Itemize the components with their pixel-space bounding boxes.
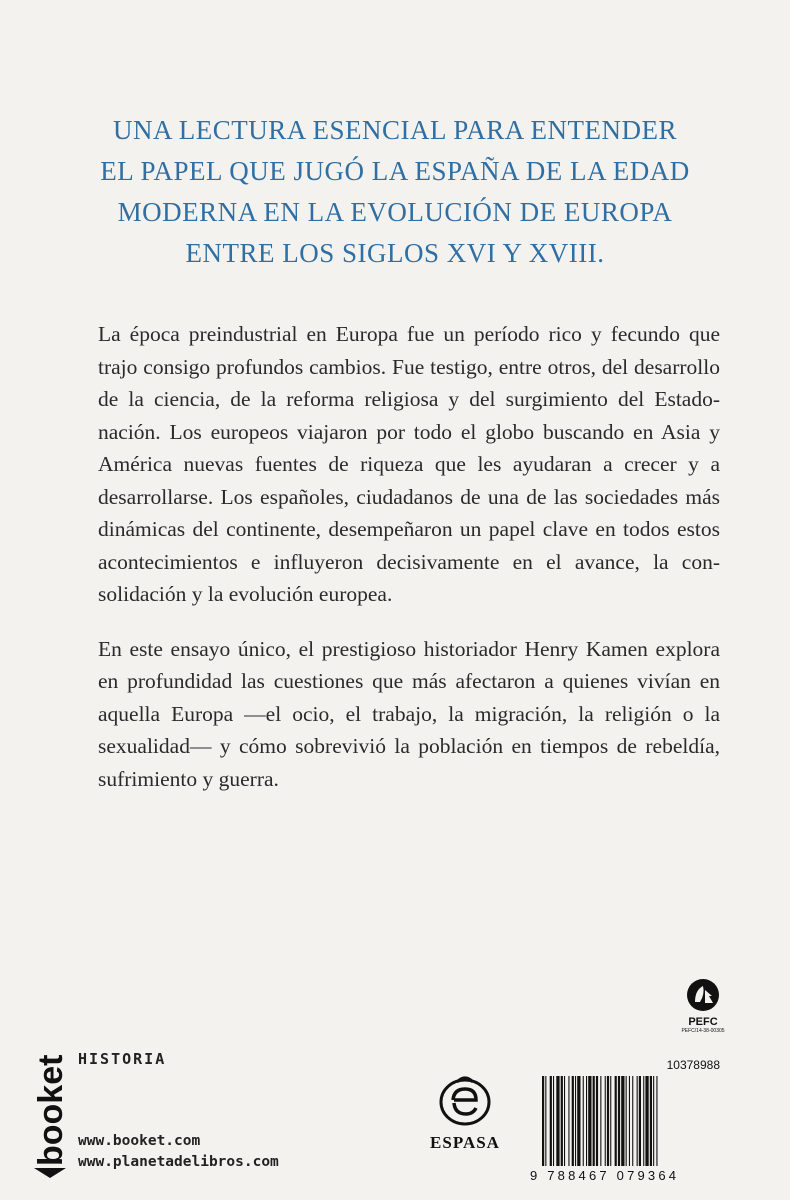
espasa-name: ESPASA — [430, 1133, 500, 1152]
isbn-digits: 9 788467 079364 — [530, 1168, 722, 1183]
barcode-bar — [639, 1076, 641, 1166]
barcode-bar — [596, 1076, 598, 1166]
barcode-bar — [615, 1076, 617, 1166]
tagline — [60, 110, 730, 274]
barcode-bar — [583, 1076, 584, 1166]
barcode-bar — [564, 1076, 565, 1166]
barcode-bar — [542, 1076, 544, 1166]
espasa-logo — [420, 1074, 510, 1154]
booket-logo-text: booket — [32, 1054, 70, 1166]
barcode-bar — [645, 1076, 648, 1166]
barcode-bar — [556, 1076, 559, 1166]
barcode-bar — [568, 1076, 569, 1166]
synopsis-paragraph-1: La época preindustrial en Europa fue un período rico y fecundo que trajo consigo profundos cambios. Fue testigo, entre otros, del desarrollo de la ciencia, de la reforma religiosa y del surgimiento del Estado-nación. Los europeos viajaron por todo el globo buscando en Asia y América nuevas fuentes de riqueza que les ayudaran a crecer y a desarrollarse. Los españoles, ciudadanos de una de las sociedades más dinámicas del continente, desempeñaron un papel clave en todos estos acontecimientos e influyeron decisivamente en el avance, la consolidación y la evolución europea. — [98, 322, 720, 606]
barcode-bar — [629, 1076, 630, 1166]
barcode-bar — [600, 1076, 601, 1166]
barcode-bar — [545, 1076, 546, 1166]
barcode-bar — [586, 1076, 587, 1166]
tagline-line-4: ENTRE LOS SIGLOS XVI Y XVIII. — [185, 238, 605, 268]
barcode-bar — [610, 1076, 611, 1166]
barcode-bar — [643, 1076, 644, 1166]
barcode-bar — [656, 1076, 657, 1166]
tagline-line-2: EL PAPEL QUE JUGÓ LA ESPAÑA DE LA EDAD — [100, 156, 690, 186]
url-planetadelibros[interactable]: www.planetadelibros.com — [78, 1154, 279, 1170]
pefc-tree-icon — [685, 978, 721, 1012]
synopsis-paragraph-2: En este ensayo único, el prestigioso historiador Henry Kamen explora en profundidad las cuestiones que más afectaron a quienes vivían en aquella Europa —el ocio, el trabajo, la migración, la religión o la sexualidad— y cómo sobrevivió la población en tiempos de rebeldía, sufrimiento y guerra. — [98, 636, 720, 791]
url-booket[interactable]: www.booket.com — [78, 1133, 201, 1149]
pefc-logo — [668, 978, 738, 1038]
barcode-bar — [618, 1076, 620, 1166]
synopsis — [98, 318, 720, 817]
espasa-e-icon — [437, 1074, 493, 1126]
barcode-bar — [626, 1076, 627, 1166]
barcode-bar — [637, 1076, 638, 1166]
barcode-bar — [553, 1076, 554, 1166]
tagline-line-1: UNA LECTURA ESENCIAL PARA ENTENDER — [112, 115, 678, 145]
tagline-line-3: MODERNA EN LA EVOLUCIÓN DE EUROPA — [117, 197, 673, 227]
barcode-bar — [577, 1076, 580, 1166]
pefc-code: PEFC/14-38-00305 — [681, 1028, 725, 1034]
barcode-bar — [605, 1076, 606, 1166]
barcode-bar — [650, 1076, 652, 1166]
barcode-bar — [593, 1076, 595, 1166]
barcode-bar — [632, 1076, 633, 1166]
booket-logo — [28, 1048, 72, 1178]
collection-label: HISTORIA — [78, 1050, 167, 1068]
barcode-bar — [607, 1076, 609, 1166]
barcode-bar — [575, 1076, 576, 1166]
barcode-bar — [561, 1076, 563, 1166]
barcode-bar — [621, 1076, 624, 1166]
pefc-label: PEFC — [688, 1016, 718, 1028]
product-code: 10378988 — [666, 1058, 720, 1072]
publisher-urls — [78, 1131, 279, 1173]
barcode-bar — [572, 1076, 574, 1166]
barcode-bar — [653, 1076, 654, 1166]
barcode-bar — [550, 1076, 552, 1166]
barcode-bar — [588, 1076, 591, 1166]
